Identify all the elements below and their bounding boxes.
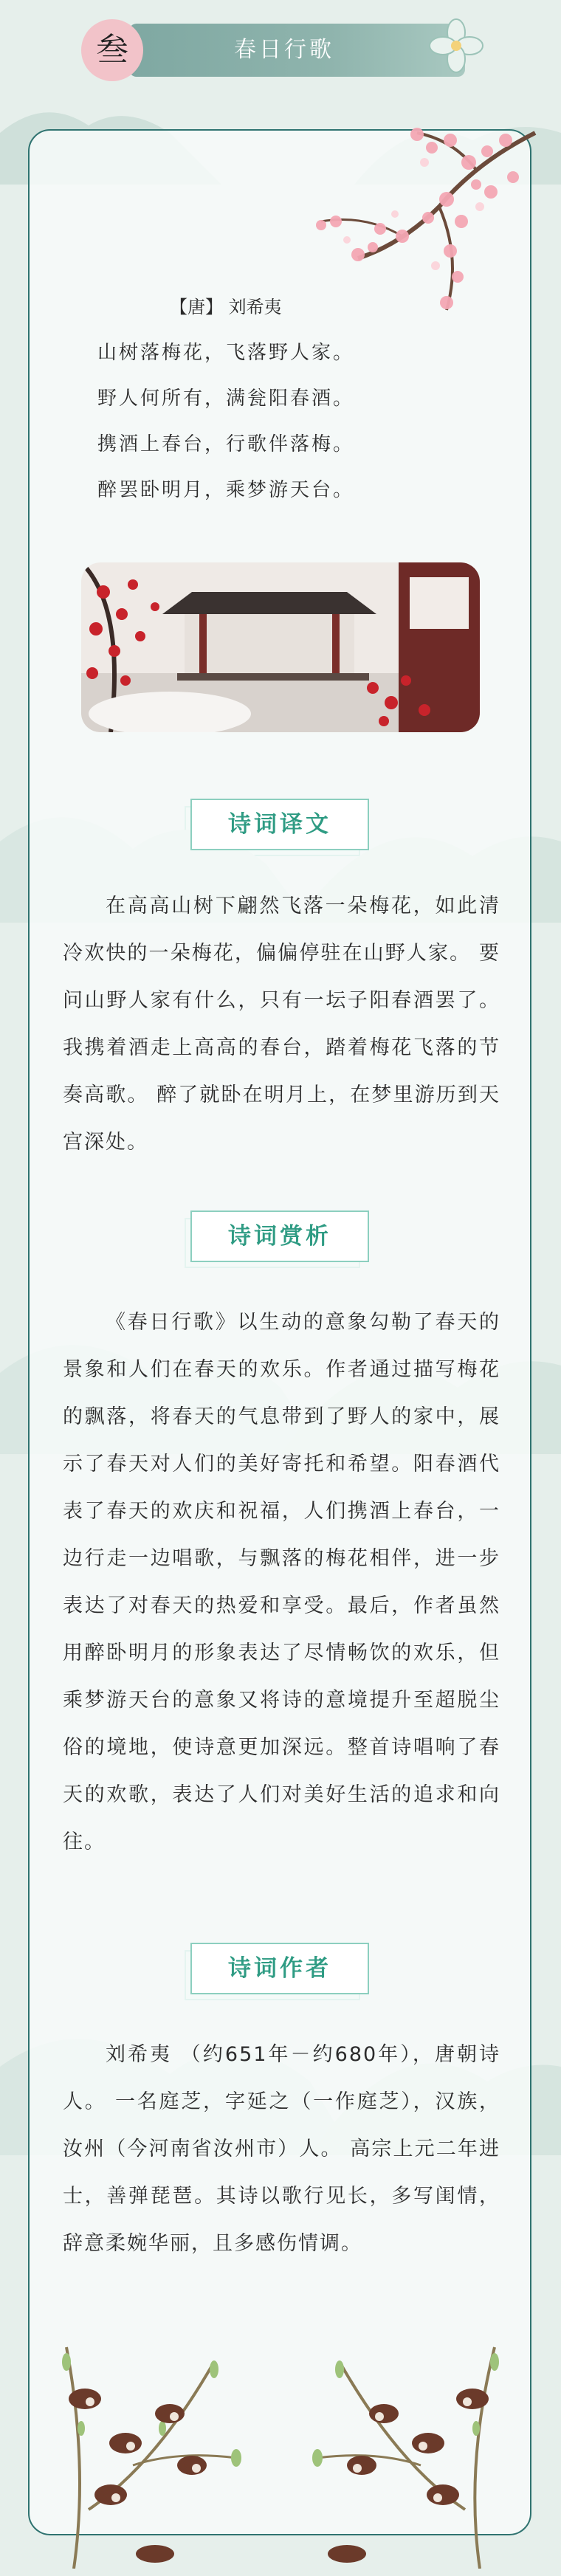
poem-line: 山树落梅花，飞落野人家。 (97, 342, 355, 364)
birds-on-branch-illustration (44, 2318, 266, 2569)
translation-text: 在高高山树下翩然飞落一朵梅花，如此清冷欢快的一朵梅花，偏偏停驻在山野人家。 要问山野人家有什么，只有一坛子阳春酒罢了。 我携着酒走上高高的春台，踏着梅花飞落的节奏高歌。 醉了就卧在明月上，在梦里游历到天宫深处。 (63, 895, 500, 1154)
birds-on-branch-illustration (288, 2318, 517, 2569)
page-title: 春日行歌 (234, 37, 334, 63)
poem-block (97, 284, 407, 513)
poem-author: 【唐】 刘希夷 (170, 297, 282, 317)
poem-line: 携酒上春台，行歌伴落梅。 (97, 433, 355, 455)
section-title-author: 诗词作者 (190, 1943, 369, 1994)
flower-icon (427, 16, 486, 75)
pavilion-painting (81, 562, 480, 732)
chapter-seal: 叁 (81, 19, 143, 81)
section-title-translation: 诗词译文 (190, 799, 369, 850)
poem-line: 野人何所有，满瓮阳春酒。 (97, 388, 355, 410)
poem-line: 醉罢卧明月，乘梦游天台。 (97, 479, 355, 501)
author-text: 刘希夷 （约651年－约680年），唐朝诗人。 一名庭芝，字延之（一作庭芝），汉族，汝州（今河南省汝州市）人。 高宗上元二年进士，善弹琵琶。其诗以歌行见长，多写闺情，辞意柔婉华丽，且多感伤情调。 (63, 2043, 500, 2255)
section-title-appreciation: 诗词赏析 (190, 1210, 369, 1262)
appreciation-text: 《春日行歌》以生动的意象勾勒了春天的景象和人们在春天的欢乐。作者通过描写梅花的飘落，将春天的气息带到了野人的家中，展示了春天对人们的美好寄托和希望。阳春酒代表了春天的欢庆和祝福，人们携酒上春台，一边行走一边唱歌，与飘落的梅花相伴，进一步表达了对春天的热爱和享受。最后，作者虽然用醉卧明月的形象表达了尽情畅饮的欢乐，但乘梦游天台的意象又将诗的意境提升至超脱尘俗的境地，使诗意更加深远。整首诗唱响了春天的欢歌，表达了人们对美好生活的追求和向往。 (63, 1311, 500, 1853)
